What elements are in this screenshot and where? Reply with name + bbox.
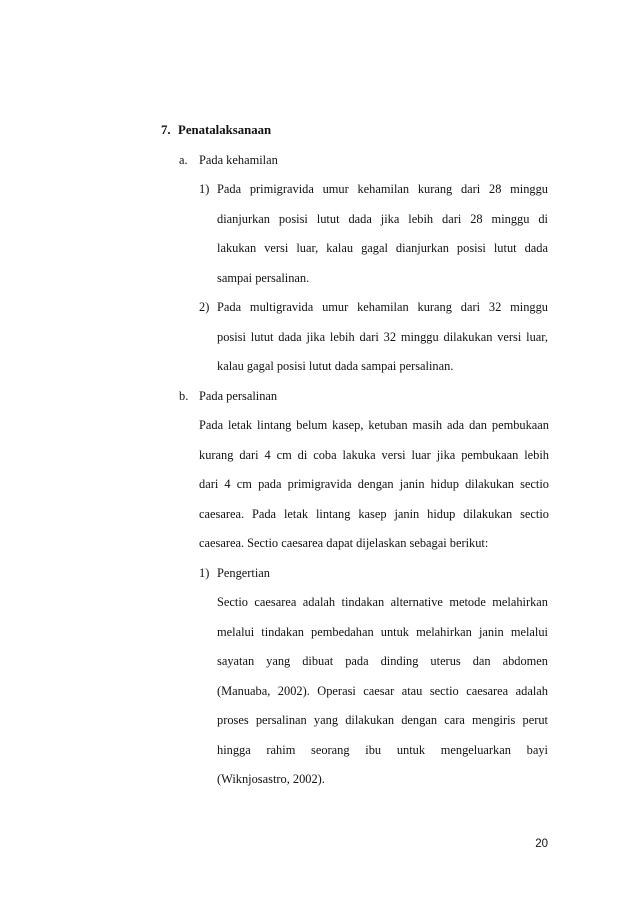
subsection-a-title: Pada kehamilan [199, 153, 278, 167]
subsection-b-title: Pada persalinan [199, 389, 278, 403]
text-line: proses persalinan yang dilakukan dengan cara mengiris perut [217, 713, 548, 727]
text-line: melalui tindakan pembedahan untuk melahirkan janin melalui [217, 625, 548, 639]
page-number: 20 [535, 838, 548, 850]
text-line: kurang dari 4 cm di coba lakuka versi luar jika pembukaan lebih [199, 448, 549, 462]
text-line: sayatan yang dibuat pada dinding uterus dan abdomen [217, 654, 548, 668]
list-item-a2-marker: 2) [199, 300, 210, 314]
text-line: hingga rahim seorang ibu untuk mengeluarkan bayi [217, 743, 548, 757]
list-item-b1-marker: 1) [199, 566, 210, 580]
list-item-a1-marker: 1) [199, 182, 210, 196]
text-line: (Wiknjosastro, 2002). [217, 772, 325, 786]
text-line: sampai persalinan. [217, 271, 310, 285]
subsection-b-marker: b. [179, 389, 189, 403]
subsection-a-heading [179, 153, 278, 168]
subsection-a-marker: a. [179, 153, 188, 167]
text-line: Pada multigravida umur kehamilan kurang dari 32 minggu [217, 300, 548, 314]
text-line: Pada primigravida umur kehamilan kurang dari 28 minggu [217, 182, 548, 196]
list-item-a1-first-line [199, 182, 548, 197]
text-line: caesarea. Sectio caesarea dapat dijelaskan sebagai berikut: [199, 536, 489, 550]
text-line: dari 4 cm pada primigravida dengan janin hidup dilakukan sectio [199, 477, 549, 491]
list-item-a2-first-line [199, 300, 548, 315]
text-line: Pada letak lintang belum kasep, ketuban masih ada dan pembukaan [199, 418, 549, 432]
section-heading [161, 123, 271, 138]
text-line: posisi lutut dada jika lebih dari 32 minggu dilakukan versi luar, [217, 330, 548, 344]
section-title: Penatalaksanaan [178, 123, 272, 137]
list-item-b1-heading [199, 566, 270, 581]
list-item-b1-title: Pengertian [217, 566, 270, 580]
text-line: kalau gagal posisi lutut dada sampai persalinan. [217, 359, 454, 373]
text-line: lakukan versi luar, kalau gagal dianjurkan posisi lutut dada [217, 241, 548, 255]
text-line: (Manuaba, 2002). Operasi caesar atau sectio caesarea adalah [217, 684, 548, 698]
text-line: Sectio caesarea adalah tindakan alternative metode melahirkan [217, 595, 548, 609]
subsection-b-heading [179, 389, 277, 404]
section-number: 7. [161, 123, 171, 137]
text-line: dianjurkan posisi lutut dada jika lebih dari 28 minggu di [217, 212, 548, 226]
text-line: caesarea. Pada letak lintang kasep janin hidup dilakukan sectio [199, 507, 549, 521]
